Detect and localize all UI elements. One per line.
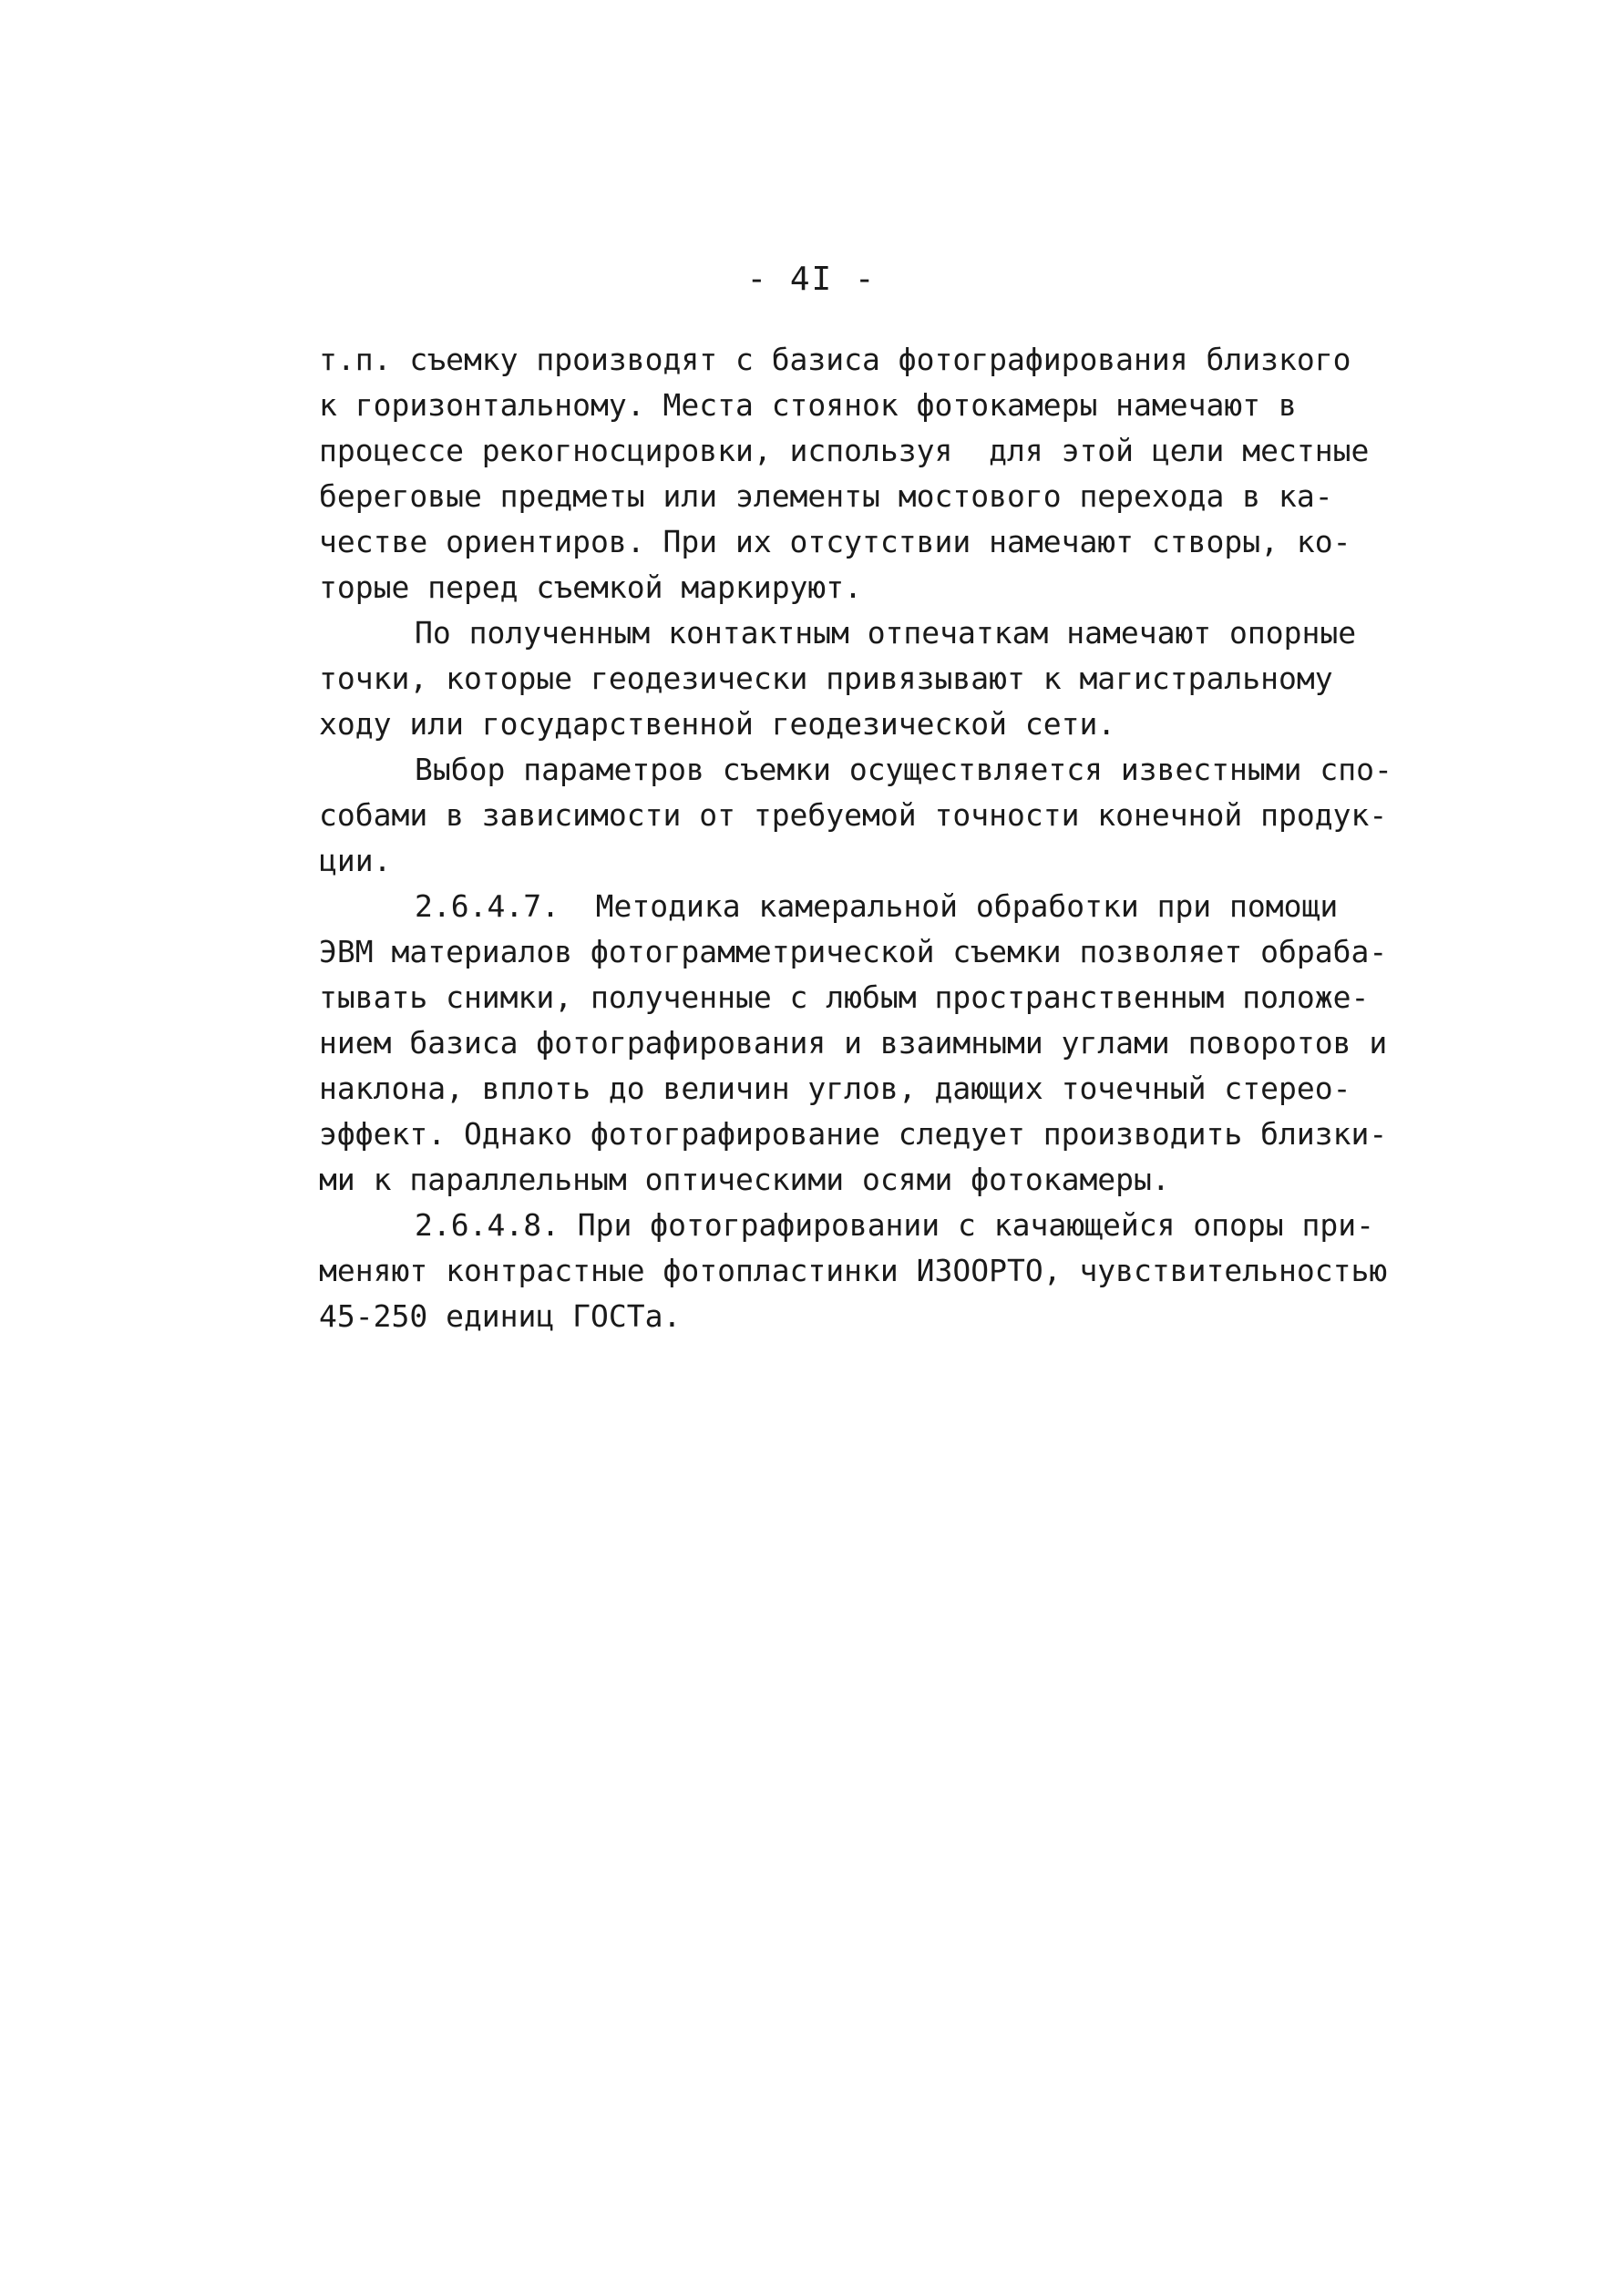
text-line: ми к параллельным оптическими осями фотокамеры. bbox=[319, 1162, 1170, 1197]
text-line: эффект. Однако фотографирование следует производить близки- bbox=[319, 1116, 1388, 1152]
text-line: к горизонтальному. Места стоянок фотокамеры намечают в bbox=[319, 387, 1297, 423]
text-line: Выбор параметров съемки осуществляется известными спо- bbox=[415, 752, 1392, 787]
text-line: 2.6.4.8. При фотографировании с качающейся опоры при- bbox=[415, 1207, 1374, 1243]
text-line: 45-250 единиц ГОСТа. bbox=[319, 1298, 682, 1334]
text-line: 2.6.4.7. Методика камеральной обработки при помощи bbox=[415, 888, 1339, 924]
text-line: торые перед съемкой маркируют. bbox=[319, 569, 863, 605]
text-line: точки, которые геодезически привязывают к магистральному bbox=[319, 661, 1333, 696]
text-line: тывать снимки, полученные с любым пространственным положе- bbox=[319, 979, 1370, 1015]
text-line: процессе рекогносцировки, используя для этой цели местные bbox=[319, 433, 1370, 468]
text-line: береговые предметы или элементы мостового перехода в ка- bbox=[319, 478, 1333, 514]
text-line: ции. bbox=[319, 843, 392, 878]
text-line: собами в зависимости от требуемой точности конечной продук- bbox=[319, 797, 1388, 833]
text-line: наклона, вплоть до величин углов, дающих точечный стерео- bbox=[319, 1071, 1351, 1106]
page-number: - 4I - bbox=[746, 261, 877, 298]
text-line: нием базиса фотографирования и взаимными углами поворотов и bbox=[319, 1025, 1388, 1061]
text-line: По полученным контактным отпечаткам намечают опорные bbox=[415, 615, 1357, 651]
text-line: ходу или государственной геодезической сети. bbox=[319, 706, 1116, 742]
text-line: ЭВМ материалов фотограмметрической съемки позволяет обраба- bbox=[319, 934, 1388, 969]
text-line: честве ориентиров. При их отсутствии намечают створы, ко- bbox=[319, 524, 1351, 559]
text-line: т.п. съемку производят с базиса фотографирования близкого bbox=[319, 342, 1351, 377]
text-line: меняют контрастные фотопластинки ИЗООРТО, чувствительностью bbox=[319, 1253, 1388, 1288]
